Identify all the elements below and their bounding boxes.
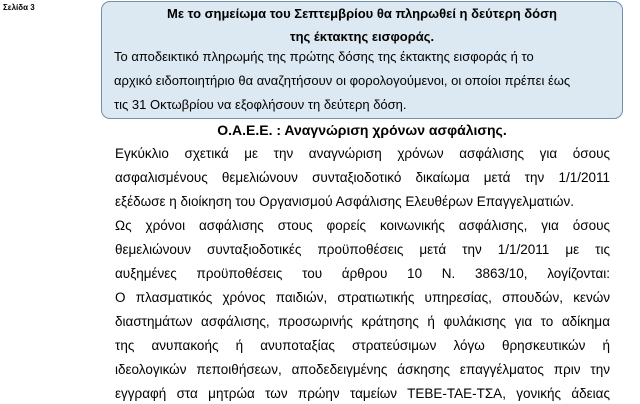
body-text-line: εξέδωσε η διοίκηση του Οργανισμού Ασφάλισης Ελευθέρων Επαγγελματιών. [115, 194, 574, 209]
callout-title-line: της έκτακτης εισφοράς. [289, 29, 435, 44]
body-text-line: Ως χρόνοι ασφάλισης στους φορείς κοινωνικής ασφάλισης, για όσους [115, 218, 610, 233]
callout-title-line: Με το σημείωμα του Σεπτεμβρίου θα πληρωθεί η δεύτερη δόση [167, 6, 557, 21]
body-text-line: Ο πλασματικός χρόνος παιδιών, στρατιωτικής υπηρεσίας, σπουδών, κενών [115, 290, 610, 305]
callout-body-line: Το αποδεικτικό πληρωμής της πρώτης δόσης της έκτακτης εισφοράς ή το [114, 49, 534, 64]
callout-body-line: αρχικό ειδοποιητήριο θα αναζητήσουν οι φορολογούμενοι, οι οποίοι πρέπει έως [114, 73, 571, 88]
callout-body-line: τις 31 Οκτωβρίου να εξοφλήσουν τη δεύτερη δόση. [114, 97, 407, 112]
body-text-line: αυξημένες προϋποθέσεις του άρθρου 10 Ν. 3863/10, λογίζονται: [115, 266, 610, 281]
section-heading: Ο.Α.Ε.Ε. : Αναγνώριση χρόνων ασφάλισης. [217, 122, 507, 138]
body-text-line: θεμελιώνουν συνταξιοδοτικές προϋποθέσεις μετά την 1/1/2011 με τις [115, 242, 610, 257]
page-number-label: Σελίδα 3 [3, 3, 35, 12]
body-text-line: της ανυπακοής ή ανυποταξίας στρατεύσιμων λόγω θρησκευτικών ή [115, 338, 610, 353]
body-text-line: εγγραφή στα μητρώα των πρώην ταμείων ΤΕΒΕ-ΤΑΕ-ΤΣΑ, γονικής άδειας [115, 386, 610, 401]
body-text-line: ασφαλισμένους θεμελιώνουν συνταξιοδοτικό δικαίωμα μετά την 1/1/2011 [115, 170, 610, 185]
body-text-line: ιδεολογικών πεποιθήσεων, αποδεδειγμένης άσκησης επαγγέλματος πριν την [115, 362, 610, 377]
body-text-line: διαστημάτων ασφάλισης, προσωρινής κράτησης ή φυλάκισης για το αδίκημα [115, 314, 610, 329]
body-text-line: Εγκύκλιο σχετικά με την αναγνώριση χρόνων ασφάλισης για όσους [115, 146, 610, 161]
highlight-callout-box [101, 1, 623, 119]
